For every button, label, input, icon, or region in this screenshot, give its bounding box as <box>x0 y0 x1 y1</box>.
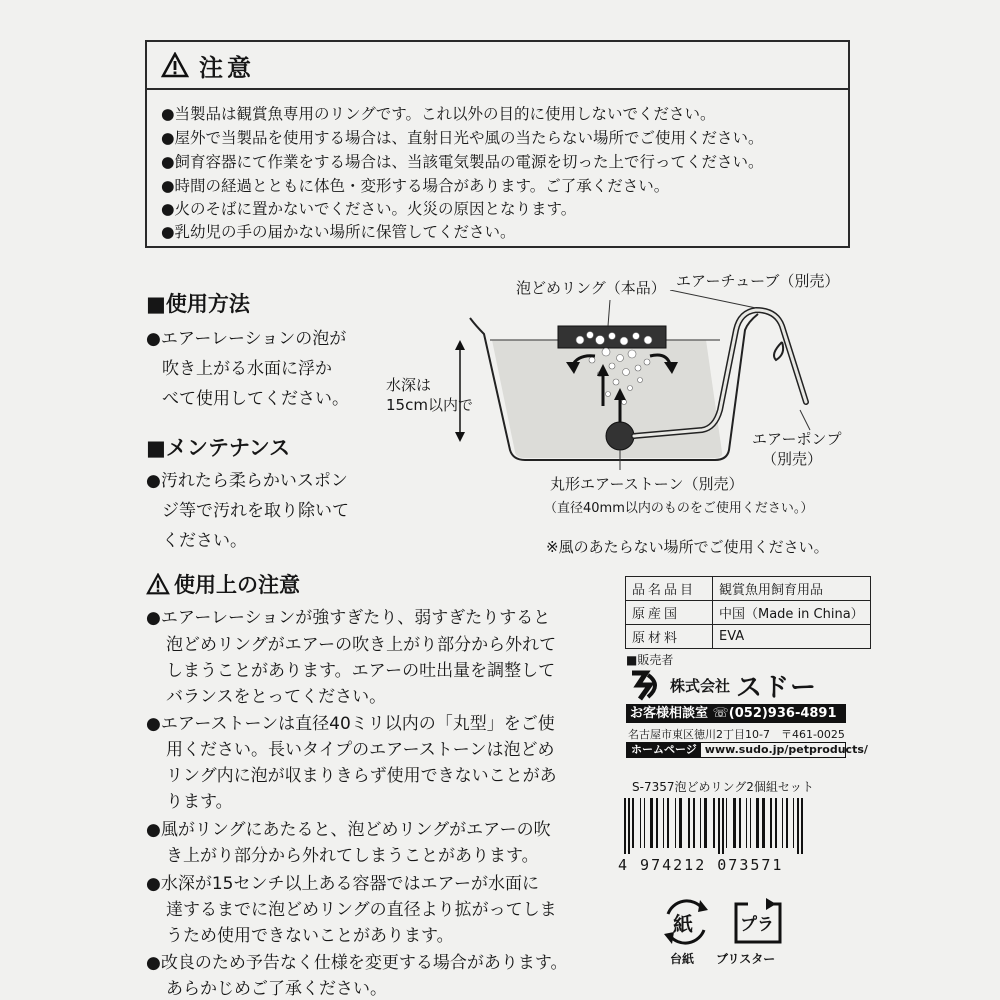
table-row <box>626 625 871 649</box>
depth-label: 水深は <box>386 376 432 394</box>
barcode-bar <box>640 798 641 848</box>
ring-label: 泡どめリング（本品） <box>516 279 666 297</box>
maintenance-line: ください。 <box>162 531 247 551</box>
barcode-bar <box>679 798 682 848</box>
pump-label: エアーポンプ <box>752 430 842 448</box>
ring-leader-line <box>608 300 610 326</box>
caution-item: ●乳幼児の手の届かない場所に保管してください。 <box>161 223 516 241</box>
homepage-url: www.sudo.jp/petproducts/ <box>704 743 868 756</box>
homepage-bar <box>626 742 868 758</box>
seller-address: 名古屋市東区徳川2丁目10-7 〒461-0025 <box>628 728 845 741</box>
barcode-bar <box>632 798 634 848</box>
usage-caution-header <box>146 569 300 599</box>
plastic-recycle-mark <box>730 898 786 948</box>
tube-clip <box>774 342 783 360</box>
barcode-bar <box>628 798 630 854</box>
barcode-bar <box>675 798 676 848</box>
warning-icon <box>161 52 189 78</box>
paper-mark-text: 紙 <box>673 912 693 936</box>
barcode-bar <box>663 798 664 848</box>
usage-caution-line: ります。 <box>166 792 233 812</box>
homepage-label: ホームページ <box>627 743 701 757</box>
usage-caution-line: 泡どめリングがエアーの吹き上がり部分から外れて <box>166 635 557 655</box>
depth-arrow-bottom <box>455 432 465 442</box>
company-name: スドー <box>736 672 818 703</box>
barcode-bar <box>793 798 794 848</box>
barcode-bar <box>801 798 803 854</box>
barcode-bar <box>750 798 751 848</box>
barcode-bar <box>733 798 736 848</box>
stone-label: 丸形エアーストーン（別売） <box>550 475 744 493</box>
usage-line: ●エアーレーションの泡が <box>146 329 347 349</box>
table-row <box>626 601 871 625</box>
barcode-bar <box>775 798 777 848</box>
caution-header <box>147 42 848 90</box>
barcode-bar <box>756 798 759 848</box>
barcode-bar <box>700 798 701 848</box>
usage-caution-line: リング内に泡が収まりきらず使用できないことがあ <box>166 766 557 786</box>
barcode-bar <box>667 798 669 848</box>
usage-caution-line: き上がり部分から外れてしまうことがあります。 <box>166 846 539 866</box>
caution-item: ●飼育容器にて作業をする場合は、当該電気製品の電源を切った上で行ってください。 <box>161 153 764 171</box>
caution-box <box>145 40 850 248</box>
barcode-bar <box>746 798 747 848</box>
barcode-bars <box>618 798 846 854</box>
seller-label: ■販売者 <box>626 653 674 667</box>
caution-item: ●当製品は観賞魚専用のリングです。これ以外の目的に使用しないでください。 <box>161 105 716 123</box>
tube-leader-line <box>670 290 756 308</box>
usage-caution-line: うため使用できないことがあります。 <box>166 926 454 946</box>
caution-title: 注意 <box>199 53 255 82</box>
table-key: 原産国 <box>626 601 713 625</box>
usage-title: ■使用方法 <box>146 292 250 316</box>
usage-caution-line: ●改良のため予告なく仕様を変更する場合があります。 <box>146 953 568 973</box>
usage-caution-line: バランスをとってください。 <box>166 687 387 707</box>
depth-label: 15cm以内で <box>386 396 473 414</box>
table-value: 観賞魚用飼育用品 <box>713 577 871 601</box>
usage-caution-line: 用ください。長いタイプのエアーストーンは泡どめ <box>166 740 555 760</box>
product-code-text: S-7357泡どめリング2個組セット <box>632 780 814 794</box>
plastic-label: ブリスター <box>716 952 776 966</box>
table-key: 原材料 <box>626 625 713 649</box>
warning-icon <box>146 573 170 595</box>
barcode <box>618 798 846 858</box>
barcode-bar <box>650 798 653 848</box>
barcode-bar <box>656 798 658 848</box>
usage-caution-line: 達するまでに泡どめリングの直径より拡がってしま <box>166 900 557 920</box>
usage-caution-title: 使用上の注意 <box>174 573 300 597</box>
table-row <box>626 577 871 601</box>
barcode-bar <box>797 798 799 854</box>
barcode-bar <box>770 798 772 848</box>
barcode-bar <box>739 798 741 848</box>
paper-label: 台紙 <box>670 952 695 966</box>
barcode-number: 4 974212 073571 <box>618 856 784 874</box>
barcode-bar <box>704 798 707 848</box>
barcode-bar <box>786 798 788 848</box>
air-stone <box>606 422 634 450</box>
barcode-bar <box>688 798 690 848</box>
barcode-bar <box>693 798 695 848</box>
plastic-mark-text: プラ <box>740 915 774 935</box>
barcode-bar <box>726 798 727 848</box>
usage-caution-line: ●水深が15センチ以上ある容器ではエアーが水面に <box>146 874 539 894</box>
caution-item: ●屋外で当製品を使用する場合は、直射日光や風の当たらない場所でご使用ください。 <box>161 129 764 147</box>
maintenance-line: ジ等で汚れを取り除いて <box>162 501 349 521</box>
table-value: EVA <box>713 625 871 649</box>
barcode-bar <box>718 798 720 854</box>
usage-caution-line: ●エアーストーンは直径40ミリ以内の「丸型」をご使 <box>146 714 555 734</box>
product-info-table <box>625 576 871 649</box>
barcode-bar <box>722 798 724 854</box>
wind-note: ※風のあたらない場所でご使用ください。 <box>546 538 829 556</box>
barcode-bar <box>713 798 715 848</box>
paper-recycle-mark <box>658 896 714 948</box>
company-logo <box>626 668 846 702</box>
caution-item: ●時間の経過とともに体色・変形する場合があります。ご了承ください。 <box>161 177 670 195</box>
company-prefix: 株式会社 <box>670 676 731 695</box>
usage-caution-line: ●風がリングにあたると、泡どめリングがエアーの吹 <box>146 820 551 840</box>
barcode-bar <box>624 798 626 854</box>
depth-arrow-top <box>455 340 465 350</box>
barcode-bar <box>762 798 765 848</box>
maintenance-line: ●汚れたら柔らかいスポン <box>146 471 348 491</box>
caution-item: ●火のそばに置かないでください。火災の原因となります。 <box>161 200 577 218</box>
barcode-bar <box>782 798 783 848</box>
pump-leader-line <box>800 410 810 430</box>
company-logo-icon <box>626 669 664 701</box>
tube-label: エアーチューブ（別売） <box>676 272 840 290</box>
usage-caution-line: ●エアーレーションが強すぎたり、弱すぎたりすると <box>146 608 551 628</box>
pump-label: （別売） <box>762 450 823 468</box>
table-key: 品名品目 <box>626 577 713 601</box>
table-value: 中国（Made in China） <box>713 601 871 625</box>
usage-line: 吹き上がる水面に浮か <box>162 359 332 379</box>
stone-note: （直径40mm以内のものをご使用ください。） <box>544 501 814 516</box>
barcode-bar <box>644 798 645 848</box>
usage-caution-line: あらかじめご了承ください。 <box>166 979 387 999</box>
maintenance-title: ■メンテナンス <box>146 436 291 460</box>
phone-bar: お客様相談室 ☏(052)936-4891 <box>626 704 846 723</box>
usage-caution-line: しまうことがあります。エアーの吐出量を調整して <box>166 661 556 681</box>
usage-line: べて使用してください。 <box>162 389 349 409</box>
